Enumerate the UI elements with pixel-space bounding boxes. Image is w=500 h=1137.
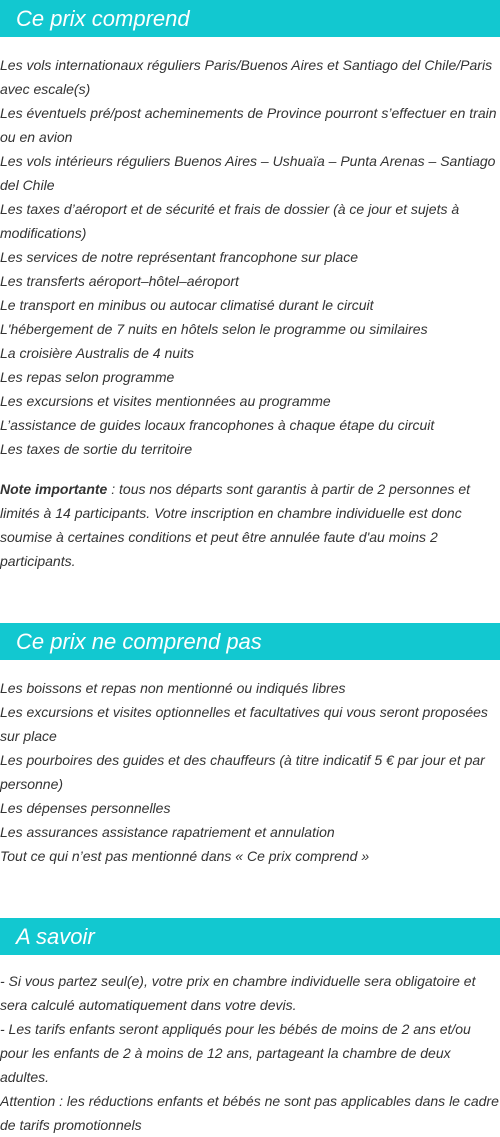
section-title-good-to-know: A savoir bbox=[0, 918, 500, 955]
list-item: Le transport en minibus ou autocar climatisé durant le circuit bbox=[0, 297, 374, 313]
section-title-includes: Ce prix comprend bbox=[0, 0, 500, 37]
section-title-excludes: Ce prix ne comprend pas bbox=[0, 623, 500, 660]
important-note-label: Note importante bbox=[0, 481, 108, 497]
important-note-text: : tous nos départs sont garantis à partir de 2 personnes et limités à 14 participants. Votre inscription en chambre individuelle est donc soumise à certaines conditions et peut être annulée faute d'au moins 2 participants. bbox=[0, 481, 471, 569]
list-item: Les services de notre représentant francophone sur place bbox=[0, 249, 358, 265]
list-item: Les dépenses personnelles bbox=[0, 800, 171, 816]
section-good-to-know bbox=[0, 918, 500, 1137]
important-note bbox=[0, 477, 500, 573]
list-item: Tout ce qui n’est pas mentionné dans « Ce prix comprend » bbox=[0, 848, 370, 864]
list-item: L'hébergement de 7 nuits en hôtels selon le programme ou similaires bbox=[0, 321, 428, 337]
list-item: - Si vous partez seul(e), votre prix en chambre individuelle sera obligatoire et sera calculé automatiquement dans votre devis. bbox=[0, 973, 476, 1013]
list-item: Les vols intérieurs réguliers Buenos Aires – Ushuaïa – Punta Arenas – Santiago del Chile bbox=[0, 153, 496, 193]
section-price-excludes bbox=[0, 623, 500, 868]
list-item: La croisière Australis de 4 nuits bbox=[0, 345, 195, 361]
list-item: Les assurances assistance rapatriement et annulation bbox=[0, 824, 335, 840]
list-item: Attention : les réductions enfants et bébés ne sont pas applicables dans le cadre de tarifs promotionnels bbox=[0, 1093, 499, 1133]
list-item: Les transferts aéroport–hôtel–aéroport bbox=[0, 273, 239, 289]
excludes-list bbox=[0, 676, 500, 868]
list-item: - Les tarifs enfants seront appliqués pour les bébés de moins de 2 ans et/ou pour les enfants de 2 à moins de 12 ans, partageant la chambre de deux adultes. bbox=[0, 1021, 471, 1085]
list-item: Les boissons et repas non mentionné ou indiqués libres bbox=[0, 680, 346, 696]
list-item: Les taxes de sortie du territoire bbox=[0, 441, 193, 457]
list-item: Les repas selon programme bbox=[0, 369, 175, 385]
list-item: Les pourboires des guides et des chauffeurs (à titre indicatif 5 € par jour et par personne) bbox=[0, 752, 485, 792]
list-item: L’assistance de guides locaux francophones à chaque étape du circuit bbox=[0, 417, 435, 433]
list-item: Les éventuels pré/post acheminements de Province pourront s’effectuer en train ou en avion bbox=[0, 105, 497, 145]
list-item: Les excursions et visites mentionnées au programme bbox=[0, 393, 331, 409]
good-to-know-list bbox=[0, 969, 500, 1137]
includes-list bbox=[0, 53, 500, 461]
list-item: Les taxes d’aéroport et de sécurité et frais de dossier (à ce jour et sujets à modifications) bbox=[0, 201, 460, 241]
list-item: Les vols internationaux réguliers Paris/Buenos Aires et Santiago del Chile/Paris avec escale(s) bbox=[0, 57, 493, 97]
list-item: Les excursions et visites optionnelles et facultatives qui vous seront proposées sur place bbox=[0, 704, 488, 744]
